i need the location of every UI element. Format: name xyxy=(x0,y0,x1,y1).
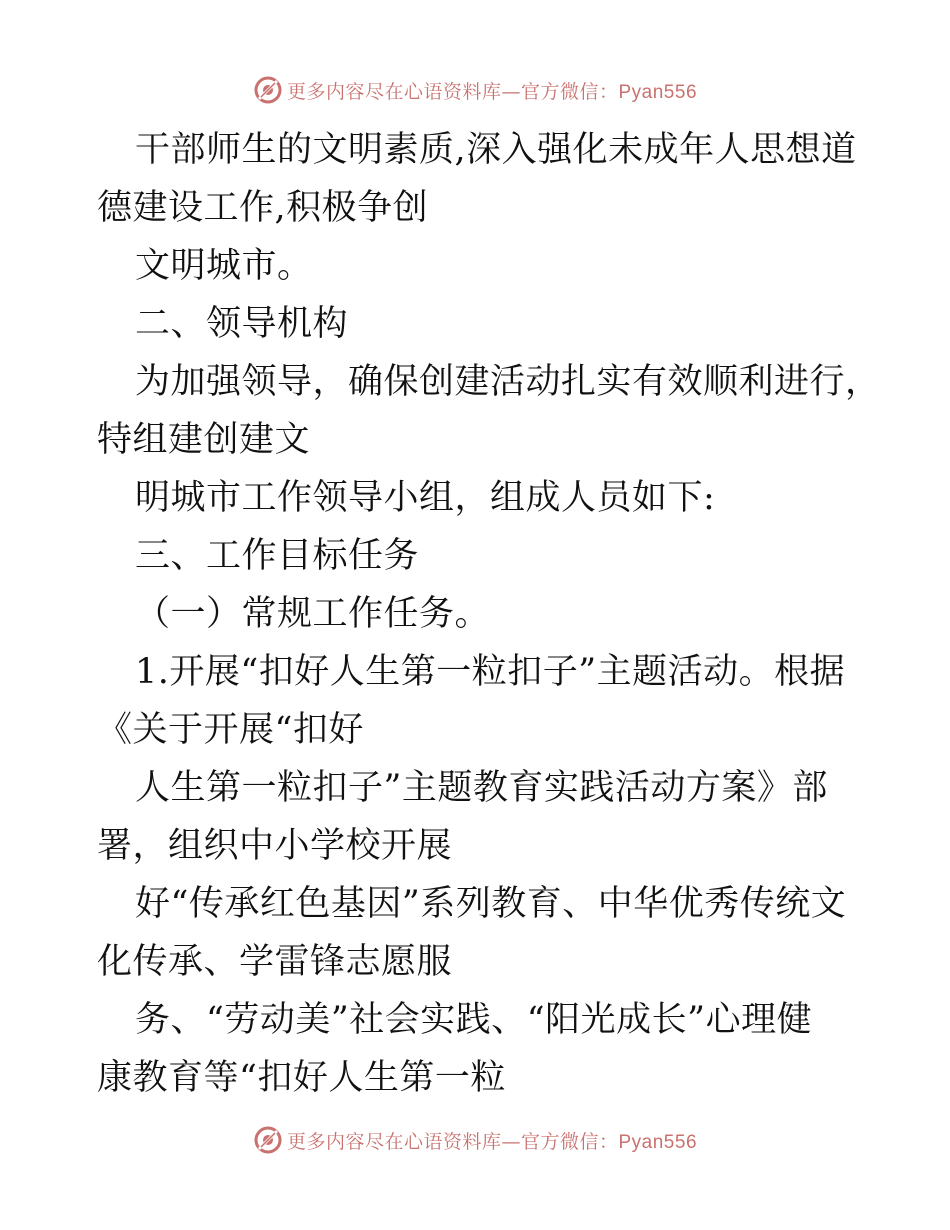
watermark xyxy=(253,75,697,105)
watermark-text: 更多内容尽在心语资料库—官方微信：Pyan556 xyxy=(286,1130,698,1153)
text-line: 化传承、学雷锋志愿服 xyxy=(97,942,453,982)
text-line: 康教育等“扣好人生第一粒 xyxy=(97,1058,506,1098)
text-line: 明城市工作领导小组，组成人员如下: xyxy=(135,478,716,518)
text-line: 署，组织中小学校开展 xyxy=(97,826,453,866)
header-watermark xyxy=(0,70,950,110)
footer-watermark xyxy=(0,1120,950,1160)
logo-icon xyxy=(253,1125,283,1155)
text-line: 为加强领导，确保创建活动扎实有效顺利进行， xyxy=(135,362,881,402)
text-line: 好“传承红色基因”系列教育、中华优秀传统文 xyxy=(135,884,847,924)
watermark xyxy=(253,1125,697,1155)
text-line: （一）常规工作任务。 xyxy=(135,594,491,634)
document-body xyxy=(97,121,881,1107)
text-line: 德建设工作,积极争创 xyxy=(97,188,429,228)
text-line: 特组建创建文 xyxy=(97,420,311,460)
text-line: 《关于开展“扣好 xyxy=(97,710,364,750)
text-line: 人生第一粒扣子”主题教育实践活动方案》部 xyxy=(135,768,828,808)
logo-icon xyxy=(253,75,283,105)
text-line: 务、“劳动美”社会实践、“阳光成长”心理健 xyxy=(135,1000,813,1040)
text-line: 三、工作目标任务 xyxy=(135,536,420,576)
text-line: 干部师生的文明素质,深入强化未成年人思想道 xyxy=(135,130,857,170)
text-line: 文明城市。 xyxy=(135,246,313,286)
watermark-text: 更多内容尽在心语资料库—官方微信：Pyan556 xyxy=(286,80,698,103)
text-line: 1.开展“扣好人生第一粒扣子”主题活动。根据 xyxy=(135,652,846,692)
text-line: 二、领导机构 xyxy=(135,304,349,344)
